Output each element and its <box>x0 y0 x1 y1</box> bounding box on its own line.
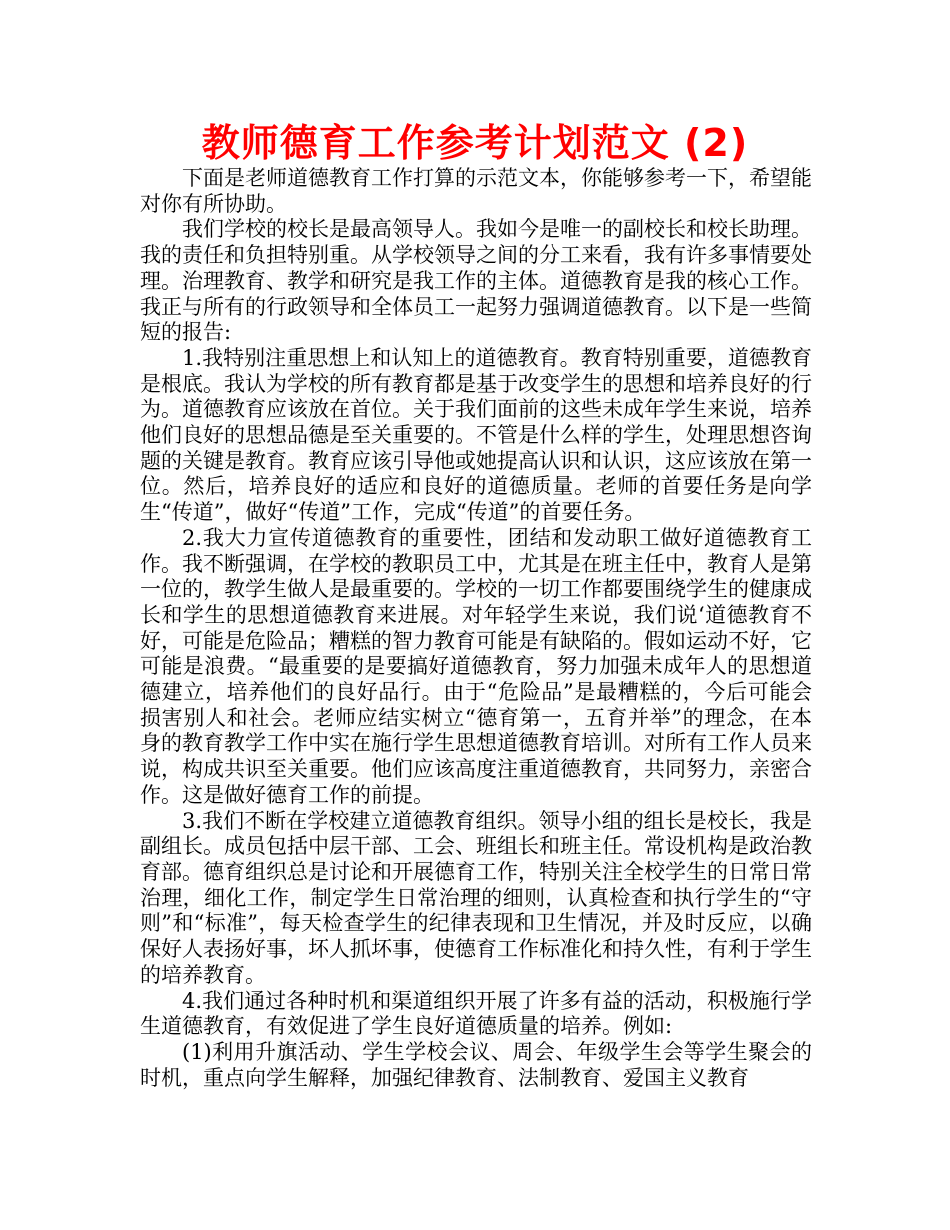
document-title: 教师德育工作参考计划范文 (2) <box>201 121 749 165</box>
paragraph-point-4: 4.我们通过各种时机和渠道组织开展了许多有益的活动，积极施行学生道德教育，有效促进了学生良好道德质量的培养。例如: <box>140 988 812 1039</box>
document-body <box>140 166 812 1091</box>
paragraph-point-3: 3.我们不断在学校建立道德教育组织。领导小组的组长是校长，我是副组长。成员包括中层干部、工会、班组长和班主任。常设机构是政治教育部。德育组织总是讨论和开展德育工作，特别关注全校学生的日常日常治理，细化工作，制定学生日常治理的细则，认真检查和执行学生的“守则”和“标准”，每天检查学生的纪律表现和卫生情况，并及时反应，以确保好人表扬好事，坏人抓坏事，使德育工作标准化和持久性，有利于学生的培养教育。 <box>140 808 812 987</box>
paragraph-intro: 下面是老师道德教育工作打算的示范文本，你能够参考一下，希望能对你有所协助。 <box>140 166 812 216</box>
paragraph-point-2: 2.我大力宣传道德教育的重要性，团结和发动职工做好道德教育工作。我不断强调，在学校的教职员工中，尤其是在班主任中，教育人是第一位的，教学生做人是最重要的。学校的一切工作都要围绕学生的健康成长和学生的思想道德教育来进展。对年轻学生来说，我们说‘道德教育不好，可能是危险品；糟糕的智力教育可能是有缺陷的。假如运动不好，它可能是浪费。“最重要的是要搞好道德教育，努力加强未成年人的思想道德建立，培养他们的良好品行。由于“危险品”是最糟糕的，今后可能会损害别人和社会。老师应结实树立“德育第一，五育并举”的理念，在本身的教育教学工作中实在施行学生思想道德教育培训。对所有工作人员来说，构成共识至关重要。他们应该高度注重道德教育，共同努力，亲密合作。这是做好德育工作的前提。 <box>140 525 812 807</box>
paragraph-subpoint-1: (1)利用升旗活动、学生学校会议、周会、年级学生会等学生聚会的时机，重点向学生解释，加强纪律教育、法制教育、爱国主义教育 <box>140 1039 812 1090</box>
paragraph-point-1: 1.我特别注重思想上和认知上的道德教育。教育特别重要，道德教育是根底。我认为学校的所有教育都是基于改变学生的思想和培养良好的行为。道德教育应该放在首位。关于我们面前的这些未成年学生来说，培养他们良好的思想品德是至关重要的。不管是什么样的学生，处理思想咨询题的关键是教育。教育应该引导他或她提高认识和认识，这应该放在第一位。然后，培养良好的适应和良好的道德质量。老师的首要任务是向学生“传道”，做好“传道”工作，完成“传道”的首要任务。 <box>140 345 812 525</box>
paragraph-role: 我们学校的校长是最高领导人。我如今是唯一的副校长和校长助理。我的责任和负担特别重。从学校领导之间的分工来看，我有许多事情要处理。治理教育、教学和研究是我工作的主体。道德教育是我的核心工作。我正与所有的行政领导和全体员工一起努力强调道德教育。以下是一些简短的报告: <box>140 217 812 345</box>
